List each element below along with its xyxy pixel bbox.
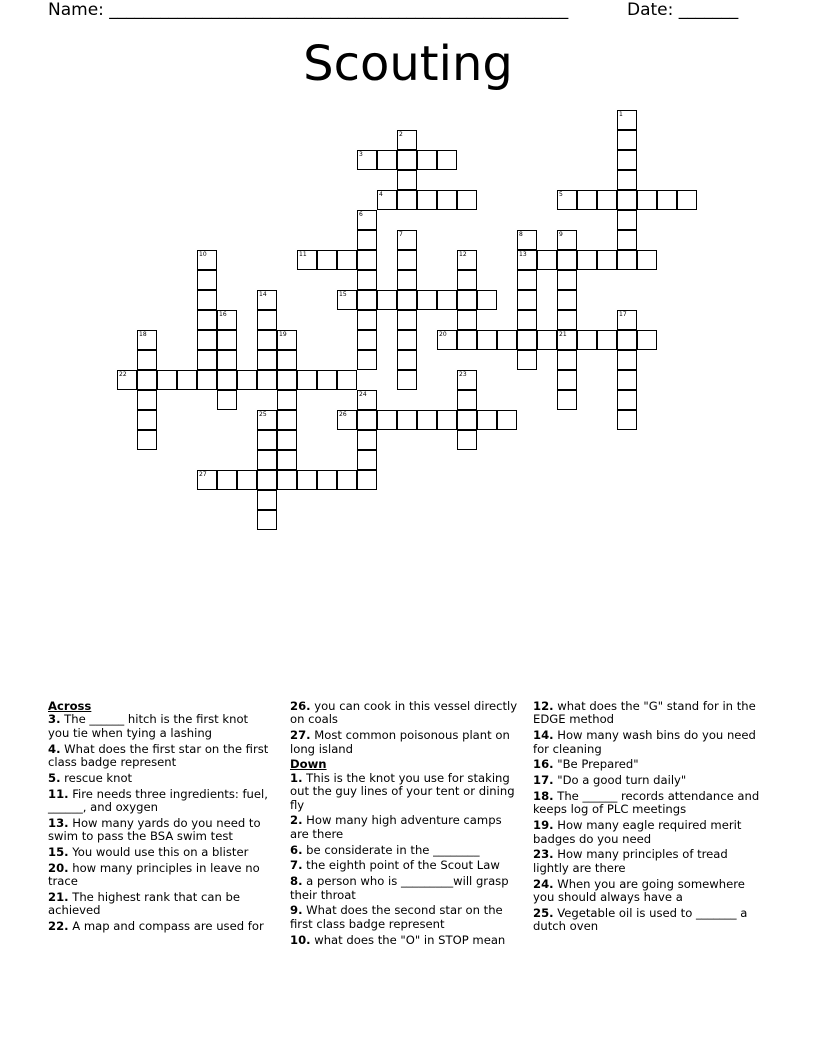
name-field-label[interactable]: Name: ______________________________________________________	[48, 0, 569, 20]
grid-cell[interactable]	[617, 330, 637, 350]
grid-cell[interactable]	[457, 310, 477, 330]
clue-text: "Do a good turn daily"	[553, 773, 687, 788]
clue-item	[533, 878, 765, 905]
clue-text: You would use this on a blister	[68, 845, 249, 860]
clue-text: the eighth point of the Scout Law	[302, 858, 500, 873]
grid-cell[interactable]	[417, 190, 437, 210]
clue-item	[48, 846, 270, 859]
grid-cell[interactable]	[397, 170, 417, 190]
grid-cell[interactable]	[117, 370, 137, 390]
cell-number: 16	[219, 311, 227, 318]
grid-cell[interactable]	[217, 390, 237, 410]
grid-cell[interactable]	[257, 430, 277, 450]
cell-number: 24	[359, 391, 367, 398]
clue-number: 20.	[48, 860, 69, 875]
clue-text: What does the first star on the first class badge represent	[48, 741, 269, 770]
cell-number: 3	[359, 151, 363, 158]
grid-cell[interactable]	[357, 470, 377, 490]
grid-cell[interactable]	[457, 410, 477, 430]
cell-number: 21	[559, 331, 567, 338]
grid-cell[interactable]	[317, 470, 337, 490]
grid-cell[interactable]	[397, 410, 417, 430]
cell-number: 10	[199, 251, 207, 258]
grid-cell[interactable]	[557, 230, 577, 250]
grid-cell[interactable]	[257, 330, 277, 350]
grid-cell[interactable]	[397, 370, 417, 390]
grid-cell[interactable]	[397, 150, 417, 170]
grid-cell[interactable]	[637, 190, 657, 210]
clue-item	[290, 844, 522, 857]
clue-item	[533, 758, 765, 771]
grid-cell[interactable]	[357, 230, 377, 250]
cell-number: 6	[359, 211, 363, 218]
clue-number: 17.	[533, 773, 554, 788]
clue-text: what does the "O" in STOP mean	[310, 932, 506, 947]
clue-number: 24.	[533, 876, 554, 891]
clue-text: The ______ records attendance and keeps log of PLC meetings	[533, 789, 760, 817]
clue-item	[290, 904, 522, 931]
clue-item	[290, 859, 522, 872]
grid-cell[interactable]	[297, 250, 317, 270]
grid-cell[interactable]	[437, 150, 457, 170]
grid-cell[interactable]	[197, 370, 217, 390]
clue-number: 3.	[48, 712, 61, 727]
grid-cell[interactable]	[277, 390, 297, 410]
grid-cell[interactable]	[677, 190, 697, 210]
grid-cell[interactable]	[197, 330, 217, 350]
grid-cell[interactable]	[217, 330, 237, 350]
grid-cell[interactable]	[197, 310, 217, 330]
grid-cell[interactable]	[357, 250, 377, 270]
grid-cell[interactable]	[557, 250, 577, 270]
grid-cell[interactable]	[457, 330, 477, 350]
grid-cell[interactable]	[517, 330, 537, 350]
grid-cell[interactable]	[617, 310, 637, 330]
grid-cell[interactable]	[257, 450, 277, 470]
clue-number: 27.	[290, 728, 311, 743]
grid-cell[interactable]	[357, 410, 377, 430]
grid-cell[interactable]	[197, 470, 217, 490]
clue-column-1	[48, 700, 270, 936]
grid-cell[interactable]	[197, 290, 217, 310]
clue-number: 11.	[48, 786, 69, 801]
grid-cell[interactable]	[517, 290, 537, 310]
grid-cell[interactable]	[517, 310, 537, 330]
grid-cell[interactable]	[397, 330, 417, 350]
cell-number: 20	[439, 331, 447, 338]
grid-cell[interactable]	[137, 330, 157, 350]
grid-cell[interactable]	[137, 430, 157, 450]
grid-cell[interactable]	[357, 270, 377, 290]
clue-item	[533, 790, 765, 817]
clue-item	[48, 891, 270, 918]
cell-number: 4	[379, 191, 383, 198]
grid-cell[interactable]	[557, 370, 577, 390]
grid-cell[interactable]	[437, 290, 457, 310]
clue-number: 21.	[48, 890, 69, 905]
grid-cell[interactable]	[477, 330, 497, 350]
grid-cell[interactable]	[497, 330, 517, 350]
grid-cell[interactable]	[317, 370, 337, 390]
clue-item	[533, 848, 765, 875]
clue-number: 8.	[290, 874, 303, 889]
cell-number: 17	[619, 311, 627, 318]
clue-item	[533, 907, 765, 934]
grid-cell[interactable]	[557, 270, 577, 290]
grid-cell[interactable]	[357, 350, 377, 370]
clue-number: 6.	[290, 842, 303, 857]
cell-number: 9	[559, 231, 563, 238]
clue-number: 26.	[290, 699, 311, 713]
clue-text: a person who is _________will grasp their throat	[290, 874, 509, 902]
cell-number: 5	[559, 191, 563, 198]
grid-cell[interactable]	[397, 270, 417, 290]
grid-cell[interactable]	[537, 250, 557, 270]
clue-item	[48, 817, 270, 844]
grid-cell[interactable]	[137, 350, 157, 370]
grid-cell[interactable]	[617, 110, 637, 130]
grid-cell[interactable]	[457, 190, 477, 210]
grid-cell[interactable]	[357, 390, 377, 410]
grid-cell[interactable]	[357, 430, 377, 450]
grid-cell[interactable]	[617, 130, 637, 150]
clue-item	[290, 729, 522, 756]
grid-cell[interactable]	[357, 330, 377, 350]
cell-number: 22	[119, 371, 127, 378]
grid-cell[interactable]	[617, 190, 637, 210]
clue-column-3	[533, 700, 765, 936]
grid-cell[interactable]	[417, 150, 437, 170]
grid-cell[interactable]	[457, 270, 477, 290]
grid-cell[interactable]	[277, 350, 297, 370]
grid-cell[interactable]	[437, 330, 457, 350]
clue-item	[533, 819, 765, 846]
grid-cell[interactable]	[617, 370, 637, 390]
clue-text: rescue knot	[60, 770, 133, 785]
grid-cell[interactable]	[337, 470, 357, 490]
clue-item	[290, 814, 522, 841]
grid-cell[interactable]	[337, 410, 357, 430]
clue-text: "Be Prepared"	[553, 757, 639, 772]
grid-cell[interactable]	[217, 350, 237, 370]
grid-cell[interactable]	[617, 390, 637, 410]
clue-number: 4.	[48, 741, 61, 756]
grid-cell[interactable]	[357, 150, 377, 170]
grid-cell[interactable]	[477, 410, 497, 430]
grid-cell[interactable]	[337, 370, 357, 390]
grid-cell[interactable]	[557, 350, 577, 370]
grid-cell[interactable]	[377, 410, 397, 430]
grid-cell[interactable]	[617, 150, 637, 170]
clue-text: How many principles of tread lightly are there	[533, 847, 728, 875]
clue-number: 18.	[533, 789, 554, 803]
grid-cell[interactable]	[237, 370, 257, 390]
grid-cell[interactable]	[357, 450, 377, 470]
grid-cell[interactable]	[217, 310, 237, 330]
cell-number: 2	[399, 131, 403, 138]
grid-cell[interactable]	[277, 430, 297, 450]
grid-cell[interactable]	[617, 250, 637, 270]
clue-text: be considerate in the ________	[302, 842, 480, 857]
grid-cell[interactable]	[217, 470, 237, 490]
grid-cell[interactable]	[517, 270, 537, 290]
clue-text: When you are going somewhere you should always have a	[533, 876, 745, 905]
grid-cell[interactable]	[577, 250, 597, 270]
grid-cell[interactable]	[357, 310, 377, 330]
cell-number: 12	[459, 251, 467, 258]
grid-cell[interactable]	[137, 390, 157, 410]
grid-cell[interactable]	[257, 290, 277, 310]
clue-text: Vegetable oil is used to _______ a dutch oven	[533, 905, 748, 934]
grid-cell[interactable]	[257, 350, 277, 370]
grid-cell[interactable]	[517, 350, 537, 370]
grid-cell[interactable]	[277, 330, 297, 350]
grid-cell[interactable]	[617, 350, 637, 370]
grid-cell[interactable]	[337, 290, 357, 310]
grid-cell[interactable]	[557, 190, 577, 210]
grid-cell[interactable]	[397, 250, 417, 270]
grid-cell[interactable]	[397, 310, 417, 330]
clue-text: How many wash bins do you need for cleaning	[533, 728, 756, 756]
grid-cell[interactable]	[257, 490, 277, 510]
cell-number: 18	[139, 331, 147, 338]
grid-cell[interactable]	[457, 390, 477, 410]
cell-number: 8	[519, 231, 523, 238]
grid-cell[interactable]	[517, 230, 537, 250]
clue-number: 7.	[290, 858, 303, 873]
clue-item	[48, 788, 270, 815]
grid-cell[interactable]	[397, 350, 417, 370]
clue-text: How many yards do you need to swim to pass the BSA swim test	[48, 815, 261, 844]
grid-cell[interactable]	[397, 190, 417, 210]
grid-cell[interactable]	[457, 430, 477, 450]
grid-cell[interactable]	[197, 350, 217, 370]
clue-item	[533, 700, 765, 727]
clue-text: The ______ hitch is the first knot you tie when tying a lashing	[48, 712, 249, 740]
clue-text: what does the "G" stand for in the EDGE method	[533, 699, 756, 727]
clue-text: Most common poisonous plant on long island	[290, 728, 510, 756]
grid-cell[interactable]	[557, 310, 577, 330]
cell-number: 23	[459, 371, 467, 378]
grid-cell[interactable]	[297, 470, 317, 490]
clue-number: 5.	[48, 770, 61, 785]
clue-item	[48, 920, 270, 933]
section-heading: Down	[290, 757, 327, 772]
clue-item	[290, 700, 522, 727]
grid-cell[interactable]	[357, 290, 377, 310]
grid-cell[interactable]	[577, 330, 597, 350]
grid-cell[interactable]	[457, 370, 477, 390]
clue-number: 22.	[48, 919, 69, 934]
grid-cell[interactable]	[617, 410, 637, 430]
clue-item	[48, 862, 270, 889]
grid-cell[interactable]	[557, 330, 577, 350]
clue-number: 23.	[533, 847, 554, 862]
grid-cell[interactable]	[317, 250, 337, 270]
grid-cell[interactable]	[657, 190, 677, 210]
grid-cell[interactable]	[517, 250, 537, 270]
clue-item	[48, 713, 270, 740]
grid-cell[interactable]	[137, 370, 157, 390]
grid-cell[interactable]	[277, 370, 297, 390]
grid-cell[interactable]	[377, 150, 397, 170]
clue-number: 19.	[533, 818, 554, 833]
grid-cell[interactable]	[357, 210, 377, 230]
clue-text: The highest rank that can be achieved	[48, 890, 241, 918]
grid-cell[interactable]	[217, 370, 237, 390]
grid-cell[interactable]	[137, 410, 157, 430]
clue-column-2	[290, 700, 522, 949]
grid-cell[interactable]	[417, 410, 437, 430]
grid-cell[interactable]	[197, 270, 217, 290]
clue-item	[290, 934, 522, 947]
grid-cell[interactable]	[377, 290, 397, 310]
grid-cell[interactable]	[257, 510, 277, 530]
clue-number: 1.	[290, 770, 303, 785]
clue-item	[533, 774, 765, 787]
clue-number: 12.	[533, 699, 554, 713]
clue-text: This is the knot you use for staking out the guy lines of your tent or dining fly	[290, 770, 515, 812]
clue-number: 25.	[533, 905, 554, 920]
grid-cell[interactable]	[597, 190, 617, 210]
grid-cell[interactable]	[377, 190, 397, 210]
cell-number: 27	[199, 471, 207, 478]
grid-cell[interactable]	[257, 370, 277, 390]
clue-text: What does the second star on the first class badge represent	[290, 903, 503, 931]
cell-number: 25	[259, 411, 267, 418]
grid-cell[interactable]	[397, 290, 417, 310]
grid-cell[interactable]	[637, 330, 657, 350]
clue-number: 2.	[290, 813, 303, 828]
grid-cell[interactable]	[417, 290, 437, 310]
clue-number: 9.	[290, 903, 303, 918]
grid-cell[interactable]	[557, 390, 577, 410]
puzzle-title: Scouting	[303, 36, 513, 92]
clue-number: 10.	[290, 932, 311, 947]
grid-cell[interactable]	[557, 290, 577, 310]
grid-cell[interactable]	[397, 130, 417, 150]
grid-cell[interactable]	[197, 250, 217, 270]
grid-cell[interactable]	[397, 230, 417, 250]
clue-number: 16.	[533, 757, 554, 772]
clue-number: 15.	[48, 845, 69, 860]
clue-text: A map and compass are used for	[68, 919, 264, 934]
cell-number: 15	[339, 291, 347, 298]
date-field-label[interactable]: Date: _______	[627, 0, 739, 20]
grid-cell[interactable]	[457, 250, 477, 270]
grid-cell[interactable]	[637, 250, 657, 270]
clue-item	[48, 743, 270, 770]
grid-cell[interactable]	[457, 290, 477, 310]
cell-number: 7	[399, 231, 403, 238]
cell-number: 26	[339, 411, 347, 418]
grid-cell[interactable]	[617, 210, 637, 230]
grid-cell[interactable]	[277, 410, 297, 430]
clue-text: how many principles in leave no trace	[48, 860, 260, 889]
grid-cell[interactable]	[157, 370, 177, 390]
grid-cell[interactable]	[577, 190, 597, 210]
clue-text: Fire needs three ingredients: fuel, ______, and oxygen	[48, 786, 268, 815]
clue-item	[48, 772, 270, 785]
grid-cell[interactable]	[537, 330, 557, 350]
cell-number: 14	[259, 291, 267, 298]
cell-number: 19	[279, 331, 287, 338]
section-heading: Across	[48, 699, 92, 713]
grid-cell[interactable]	[177, 370, 197, 390]
cell-number: 1	[619, 111, 623, 118]
clue-number: 14.	[533, 728, 554, 743]
grid-cell[interactable]	[437, 190, 457, 210]
grid-cell[interactable]	[477, 290, 497, 310]
clue-item	[533, 729, 765, 756]
clue-text: How many high adventure camps are there	[290, 813, 502, 841]
grid-cell[interactable]	[497, 410, 517, 430]
clue-item	[290, 875, 522, 902]
clue-number: 13.	[48, 815, 69, 830]
cell-number: 11	[299, 251, 307, 258]
grid-cell[interactable]	[257, 310, 277, 330]
grid-cell[interactable]	[337, 250, 357, 270]
grid-cell[interactable]	[297, 370, 317, 390]
grid-cell[interactable]	[237, 470, 257, 490]
clue-item	[290, 772, 522, 812]
cell-number: 13	[519, 251, 527, 258]
grid-cell[interactable]	[257, 470, 277, 490]
grid-cell[interactable]	[257, 410, 277, 430]
grid-cell[interactable]	[617, 230, 637, 250]
clue-text: How many eagle required merit badges do you need	[533, 818, 742, 846]
grid-cell[interactable]	[277, 450, 297, 470]
grid-cell[interactable]	[597, 330, 617, 350]
clue-text: you can cook in this vessel directly on coals	[290, 699, 518, 727]
grid-cell[interactable]	[597, 250, 617, 270]
grid-cell[interactable]	[277, 470, 297, 490]
grid-cell[interactable]	[617, 170, 637, 190]
grid-cell[interactable]	[437, 410, 457, 430]
